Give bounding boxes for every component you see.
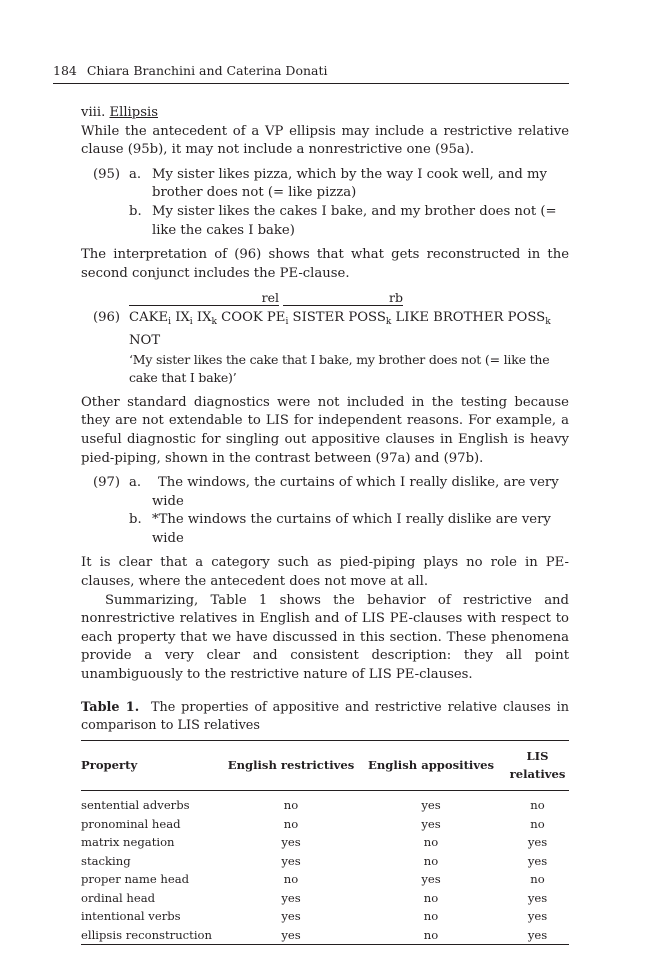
column-header-lis-relatives: LIS relatives xyxy=(506,740,569,790)
table-caption-label: Table 1. xyxy=(81,699,140,715)
table-cell: yes xyxy=(527,835,548,849)
example-96-translation: ‘My sister likes the cake that I bake, my brother does not (= like the cake that I bake)’ xyxy=(129,351,550,386)
body-text xyxy=(81,104,569,945)
gloss-word: IX xyxy=(196,310,212,326)
gloss-index: i xyxy=(189,317,193,328)
table-row xyxy=(81,791,569,815)
table-cell: ordinal head xyxy=(81,890,156,905)
example-letter: a. xyxy=(129,475,142,491)
table-cell: intentional verbs xyxy=(81,909,181,923)
example-97b xyxy=(81,511,569,548)
table-cell: yes xyxy=(281,835,301,849)
table-cell: no xyxy=(283,798,299,812)
bracket-rel-label: rel xyxy=(261,290,279,306)
gloss-word: CAKE xyxy=(129,310,169,326)
table-cell: yes xyxy=(281,890,301,905)
bracket-rb xyxy=(283,291,403,306)
section-label: viii. xyxy=(81,105,106,120)
table-caption xyxy=(81,699,569,736)
example-text: My sister likes pizza, which by the way I cook well, and my brother does not (= like pizza) xyxy=(152,166,547,201)
table-row xyxy=(81,815,569,834)
gloss-word: LIKE BROTHER POSS xyxy=(395,310,546,326)
table-cell: no xyxy=(283,872,299,886)
paragraph-4: It is clear that a category such as pied-piping plays no role in PE-clauses, where the antecedent does not move at all. xyxy=(81,555,569,590)
paragraph-5: Summarizing, Table 1 shows the behavior of restrictive and nonrestrictive relatives in English and of LIS PE-clauses with respect to each property that we have discussed in this section. These phenomena provide a very clear and consistent description: they all point unambiguously to the restrictive nature of LIS PE-clauses. xyxy=(81,592,569,683)
column-header-english-restrictives: English restrictives xyxy=(226,740,356,790)
table-cell: matrix negation xyxy=(81,835,175,849)
table-cell: yes xyxy=(281,909,301,923)
paragraph-2: The interpretation of (96) shows that what gets reconstructed in the second conjunct includes the PE-clause. xyxy=(81,247,569,281)
bracket-rb-label: rb xyxy=(389,290,403,306)
table-cell: yes xyxy=(527,853,548,868)
column-header-property: Property xyxy=(81,740,226,790)
table-cell: no xyxy=(283,816,299,831)
table-cell: no xyxy=(356,926,506,945)
table-cell: no xyxy=(530,798,545,812)
example-number: (97) xyxy=(93,475,121,491)
table-cell: yes xyxy=(527,890,548,905)
gloss-word: SISTER POSS xyxy=(292,310,386,326)
example-95b xyxy=(81,203,569,240)
gloss-word: IX xyxy=(175,310,190,326)
table-row xyxy=(81,870,569,889)
table-cell: yes xyxy=(421,872,441,886)
table-row xyxy=(81,833,569,852)
example-96 xyxy=(81,291,569,387)
table-cell: no xyxy=(530,816,545,831)
gloss-index: k xyxy=(545,317,551,328)
gloss-index: k xyxy=(385,317,392,328)
table-row xyxy=(81,907,569,926)
table-cell: no xyxy=(530,872,545,886)
table-row xyxy=(81,889,569,908)
running-header xyxy=(53,63,569,78)
table-cell: yes xyxy=(506,926,569,945)
table-caption-text: The properties of appositive and restrictive relative clauses in comparison to LIS relatives xyxy=(81,699,569,734)
example-text: The windows, the curtains of which I really dislike, are very wide xyxy=(152,475,559,509)
example-letter: b. xyxy=(129,512,142,528)
example-97a xyxy=(81,474,569,511)
example-97 xyxy=(81,474,569,548)
table-cell: pronominal head xyxy=(81,816,181,831)
gloss-index: k xyxy=(211,317,217,328)
table-cell: proper name head xyxy=(81,872,190,886)
table-cell: no xyxy=(423,909,439,923)
table-cell: yes xyxy=(281,853,301,868)
example-text: *The windows the curtains of which I really dislike are very wide xyxy=(152,512,551,546)
example-letter: a. xyxy=(129,166,142,182)
column-header-english-appositives: English appositives xyxy=(356,740,506,790)
table-row xyxy=(81,926,569,945)
table-cell: yes xyxy=(226,926,356,945)
example-95a xyxy=(81,166,569,203)
example-number: (96) xyxy=(93,310,121,326)
bracket-line xyxy=(81,291,569,309)
section-title: Ellipsis xyxy=(109,105,158,120)
table-cell: ellipsis reconstruction xyxy=(81,926,226,945)
section-heading xyxy=(81,104,569,123)
example-number: (95) xyxy=(93,166,121,182)
table-header-row xyxy=(81,740,569,790)
table-cell: yes xyxy=(421,816,441,831)
gloss-word: COOK PE xyxy=(221,310,286,326)
example-text: My sister likes the cakes I bake, and my brother does not (= like the cakes I bake) xyxy=(152,203,557,238)
table-cell: no xyxy=(423,835,439,849)
table-cell: yes xyxy=(421,798,441,812)
table-row xyxy=(81,852,569,871)
gloss-index: i xyxy=(285,317,289,328)
table-cell: no xyxy=(423,853,439,868)
properties-table xyxy=(81,740,569,945)
table-cell: no xyxy=(423,890,439,905)
gloss-word: NOT xyxy=(129,332,161,348)
bracket-rel xyxy=(129,291,279,306)
paragraph-3: Other standard diagnostics were not included in the testing because they are not extendable to LIS for independent reasons. For example, a useful diagnostic for singling out appositive clauses in English is heavy pied-piping, shown in the contrast between (97a) and (97b). xyxy=(81,394,569,466)
running-header-authors: Chiara Branchini and Caterina Donati xyxy=(86,63,328,78)
paragraph-1: While the antecedent of a VP ellipsis may include a restrictive relative clause (95b), it may not include a nonrestrictive one (95a). xyxy=(81,123,569,158)
header-rule xyxy=(53,83,569,84)
example-letter: b. xyxy=(129,203,142,219)
page-number: 184 xyxy=(53,63,77,78)
example-96-gloss xyxy=(81,309,569,350)
example-95 xyxy=(81,166,569,240)
table-cell: yes xyxy=(527,909,548,923)
table-cell: stacking xyxy=(81,853,131,868)
table-cell: sentential adverbs xyxy=(81,798,190,812)
gloss-index: i xyxy=(168,317,171,328)
